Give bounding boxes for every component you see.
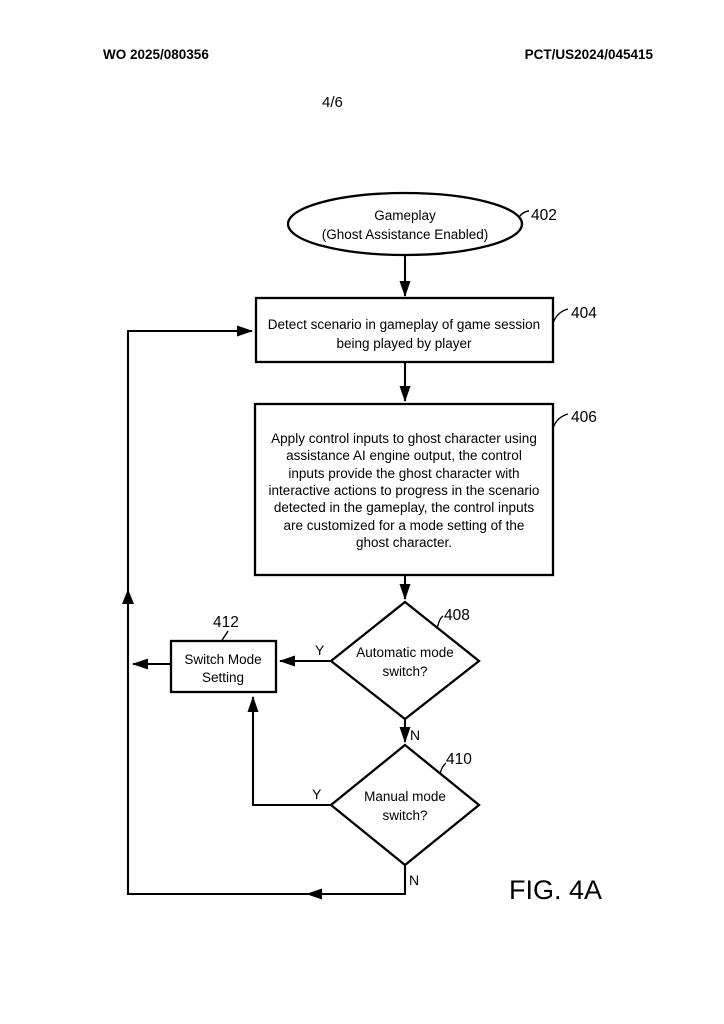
apply-step-label-line7: ghost character. <box>355 535 453 550</box>
ref-label-406: 406 <box>571 409 597 426</box>
apply-step-label-line5: detected in the gameplay, the control inputs <box>273 500 535 515</box>
manual-decision-label-line2: switch? <box>382 808 428 823</box>
start-node-label-line1: Gameplay <box>374 208 436 223</box>
ref-leader-404 <box>553 309 568 323</box>
publication-number: WO 2025/080356 <box>103 47 209 62</box>
ref-leader-406 <box>553 414 568 428</box>
yes-label-manual-decision: Y <box>312 786 322 802</box>
loop-arrowhead-up <box>122 589 134 604</box>
auto-decision-label-line2: switch? <box>382 664 428 679</box>
auto-decision-label-line1: Automatic mode <box>356 645 454 660</box>
switch-mode-label-line1: Switch Mode <box>184 652 262 667</box>
no-label-auto-decision: N <box>410 727 421 743</box>
manual-decision-label-line1: Manual mode <box>364 789 446 804</box>
ref-label-404: 404 <box>571 305 597 322</box>
apply-step-label-line2: assistance AI engine output, the control <box>286 448 522 463</box>
ref-leader-412 <box>222 631 228 640</box>
no-label-manual-decision: N <box>409 872 420 888</box>
switch-mode-label-line2: Setting <box>201 670 245 685</box>
application-number: PCT/US2024/045415 <box>524 47 653 62</box>
apply-step-label-line3: inputs provide the ghost character with <box>288 466 520 481</box>
sheet-number: 4/6 <box>322 94 343 111</box>
figure-caption: FIG. 4A <box>509 875 603 905</box>
apply-step-label-line1: Apply control inputs to ghost character using <box>271 431 537 446</box>
yes-label-auto-decision: Y <box>315 642 325 658</box>
loop-arrowhead-left <box>306 889 322 900</box>
start-node-label-line2: (Ghost Assistance Enabled) <box>321 227 489 242</box>
apply-step-label-line4: interactive actions to progress in the scenario <box>268 483 540 498</box>
detect-step-label-line2: being played by player <box>336 336 472 351</box>
ref-label-408: 408 <box>444 607 470 624</box>
ref-label-410: 410 <box>446 751 472 768</box>
apply-step-label-line6: are customized for a mode setting of the <box>283 518 525 533</box>
start-node-ellipse <box>288 193 522 255</box>
ref-label-402: 402 <box>531 207 557 224</box>
detect-step-label-line1: Detect scenario in gameplay of game session <box>267 317 541 332</box>
ref-label-412: 412 <box>213 614 239 631</box>
